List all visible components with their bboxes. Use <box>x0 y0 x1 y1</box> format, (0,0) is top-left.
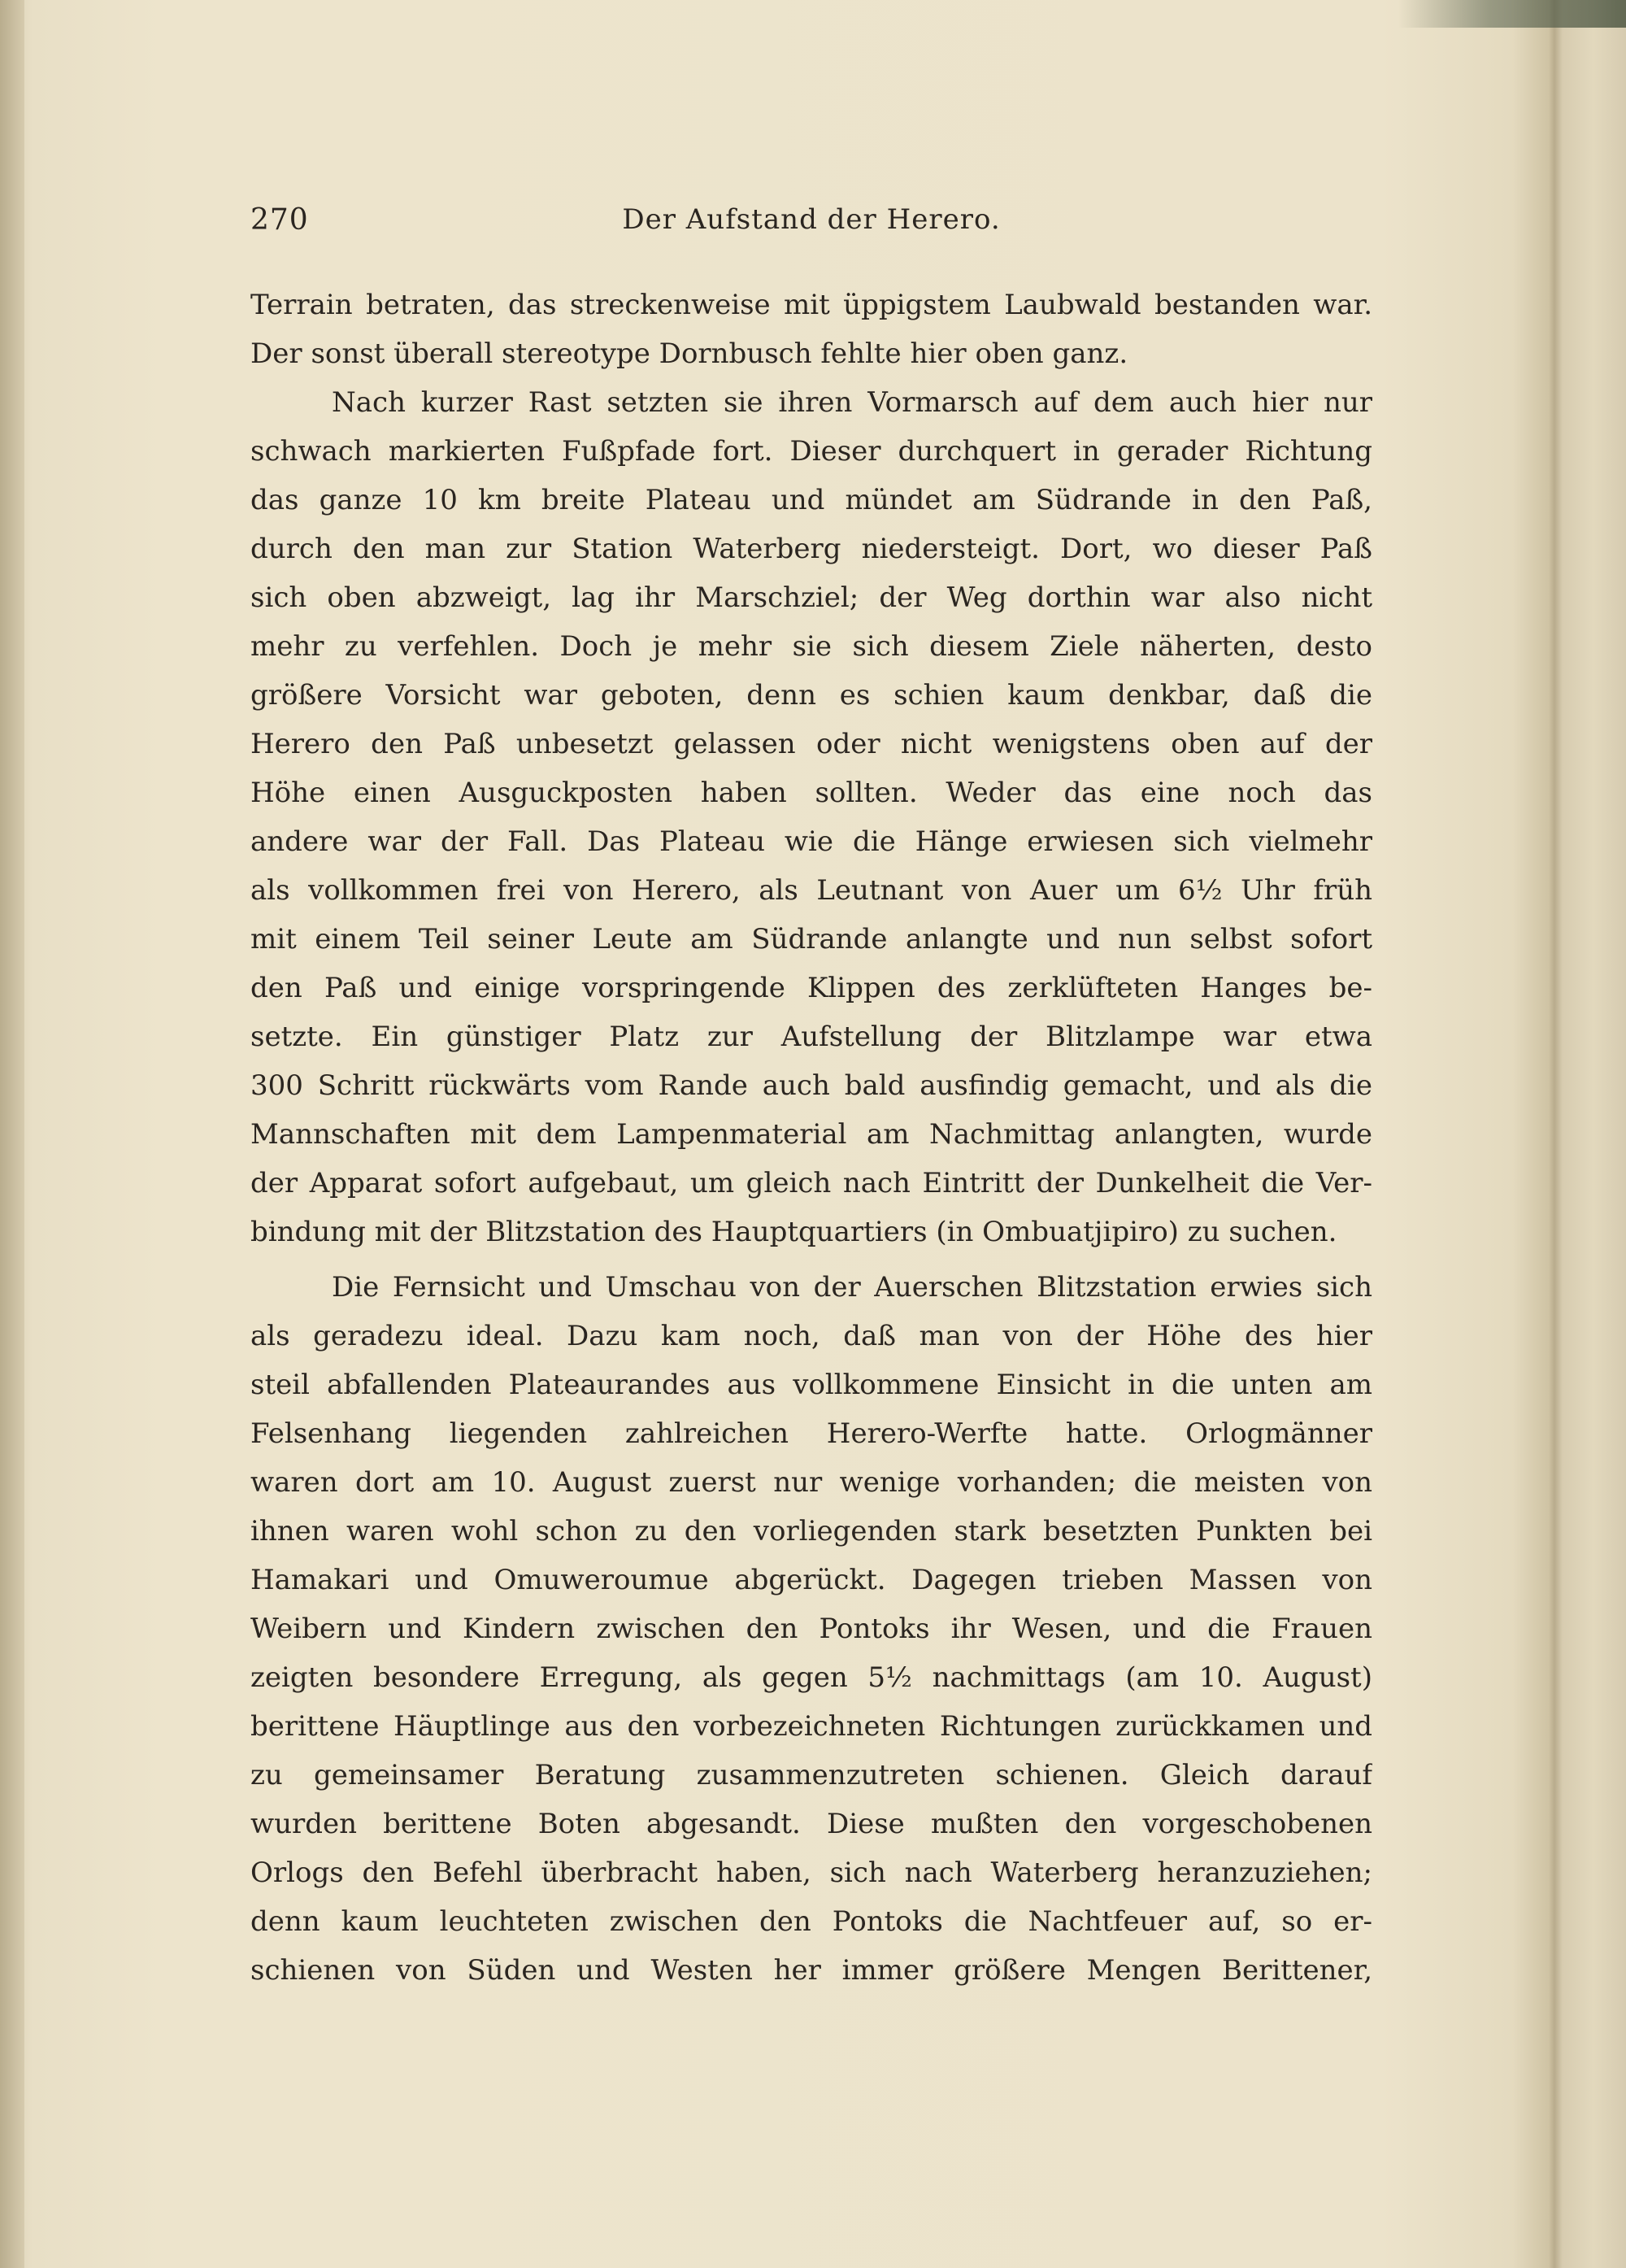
text-line: Nach kurzer Rast setzten sie ihren Vormarsch auf dem auch hier nur <box>332 386 1372 419</box>
text-line: als geradezu ideal. Dazu kam noch, daß man von der Höhe des hier <box>250 1320 1372 1352</box>
text-line: 300 Schritt rückwärts vom Rande auch bald ausfindig gemacht, und als die <box>250 1069 1372 1102</box>
text-line: mehr zu verfehlen. Doch je mehr sie sich diesem Ziele näherten, desto <box>250 630 1372 663</box>
text-line: der Apparat sofort aufgebaut, um gleich nach Eintritt der Dunkelheit die Ver- <box>250 1167 1372 1199</box>
text-line: zu gemeinsamer Beratung zusammenzutreten schienen. Gleich darauf <box>250 1759 1372 1791</box>
paragraph-1 <box>250 281 1372 378</box>
text-line: Terrain betraten, das streckenweise mit üppigstem Laubwald bestanden war. <box>250 289 1372 321</box>
paragraph-3 <box>250 1263 1372 1995</box>
text-line: Mannschaften mit dem Lampenmaterial am Nachmittag anlangten, wurde <box>250 1118 1372 1151</box>
text-line: Weibern und Kindern zwischen den Pontoks ihr Wesen, und die Frauen <box>250 1613 1372 1645</box>
text-line: Herero den Paß unbesetzt gelassen oder nicht wenigstens oben auf der <box>250 728 1372 760</box>
text-line: bindung mit der Blitzstation des Hauptquartiers (in Ombuatjipiro) zu suchen. <box>250 1216 1337 1248</box>
text-line: andere war der Fall. Das Plateau wie die Hänge erwiesen sich vielmehr <box>250 825 1372 858</box>
page-corner-edge <box>1398 0 1626 28</box>
text-line: schwach markierten Fußpfade fort. Dieser durchquert in gerader Richtung <box>250 435 1372 468</box>
text-line: sich oben abzweigt, lag ihr Marschziel; der Weg dorthin war also nicht <box>250 581 1372 614</box>
text-line: steil abfallenden Plateaurandes aus vollkommene Einsicht in die unten am <box>250 1369 1372 1401</box>
running-title: Der Aufstand der Herero. <box>622 203 1001 236</box>
text-line: zeigten besondere Erregung, als gegen 5½ nachmittags (am 10. August) <box>250 1661 1372 1694</box>
text-line: ihnen waren wohl schon zu den vorliegenden stark besetzten Punkten bei <box>250 1515 1372 1548</box>
text-line: Der sonst überall stereotype Dornbusch fehlte hier oben ganz. <box>250 337 1128 370</box>
text-line: Hamakari und Omuweroumue abgerückt. Dagegen trieben Massen von <box>250 1564 1372 1596</box>
book-spine <box>0 0 24 2268</box>
text-line: schienen von Süden und Westen her immer größere Mengen Berittener, <box>250 1954 1372 1987</box>
text-line: durch den man zur Station Waterberg niedersteigt. Dort, wo dieser Paß <box>250 533 1372 565</box>
text-line: Felsenhang liegenden zahlreichen Herero-Werfte hatte. Orlogmänner <box>250 1417 1372 1450</box>
text-line: denn kaum leuchteten zwischen den Pontoks die Nachtfeuer auf, so er- <box>250 1905 1372 1938</box>
page-number: 270 <box>250 203 309 237</box>
text-line: berittene Häuptlinge aus den vorbezeichneten Richtungen zurückkamen und <box>250 1710 1372 1743</box>
text-line: größere Vorsicht war geboten, denn es schien kaum denkbar, daß die <box>250 679 1372 712</box>
text-line: mit einem Teil seiner Leute am Südrande anlangte und nun selbst sofort <box>250 923 1372 956</box>
page-header <box>250 203 1372 244</box>
text-line: das ganze 10 km breite Plateau und mündet am Südrande in den Paß, <box>250 484 1372 516</box>
text-line: Höhe einen Ausguckposten haben sollten. Weder das eine noch das <box>250 777 1372 809</box>
text-line: Die Fernsicht und Umschau von der Auerschen Blitzstation erwies sich <box>332 1271 1372 1304</box>
text-line: waren dort am 10. August zuerst nur wenige vorhanden; die meisten von <box>250 1466 1372 1499</box>
text-line: den Paß und einige vorspringende Klippen des zerklüfteten Hanges be- <box>250 972 1372 1004</box>
text-line: wurden berittene Boten abgesandt. Diese mußten den vorgeschobenen <box>250 1808 1372 1840</box>
text-line: als vollkommen frei von Herero, als Leutnant von Auer um 6½ Uhr früh <box>250 874 1372 907</box>
paragraph-2 <box>250 378 1372 1256</box>
text-line: setzte. Ein günstiger Platz zur Aufstellung der Blitzlampe war etwa <box>250 1021 1372 1053</box>
text-line: Orlogs den Befehl überbracht haben, sich nach Waterberg heranzuziehen; <box>250 1857 1372 1889</box>
body-text <box>250 281 1372 1995</box>
